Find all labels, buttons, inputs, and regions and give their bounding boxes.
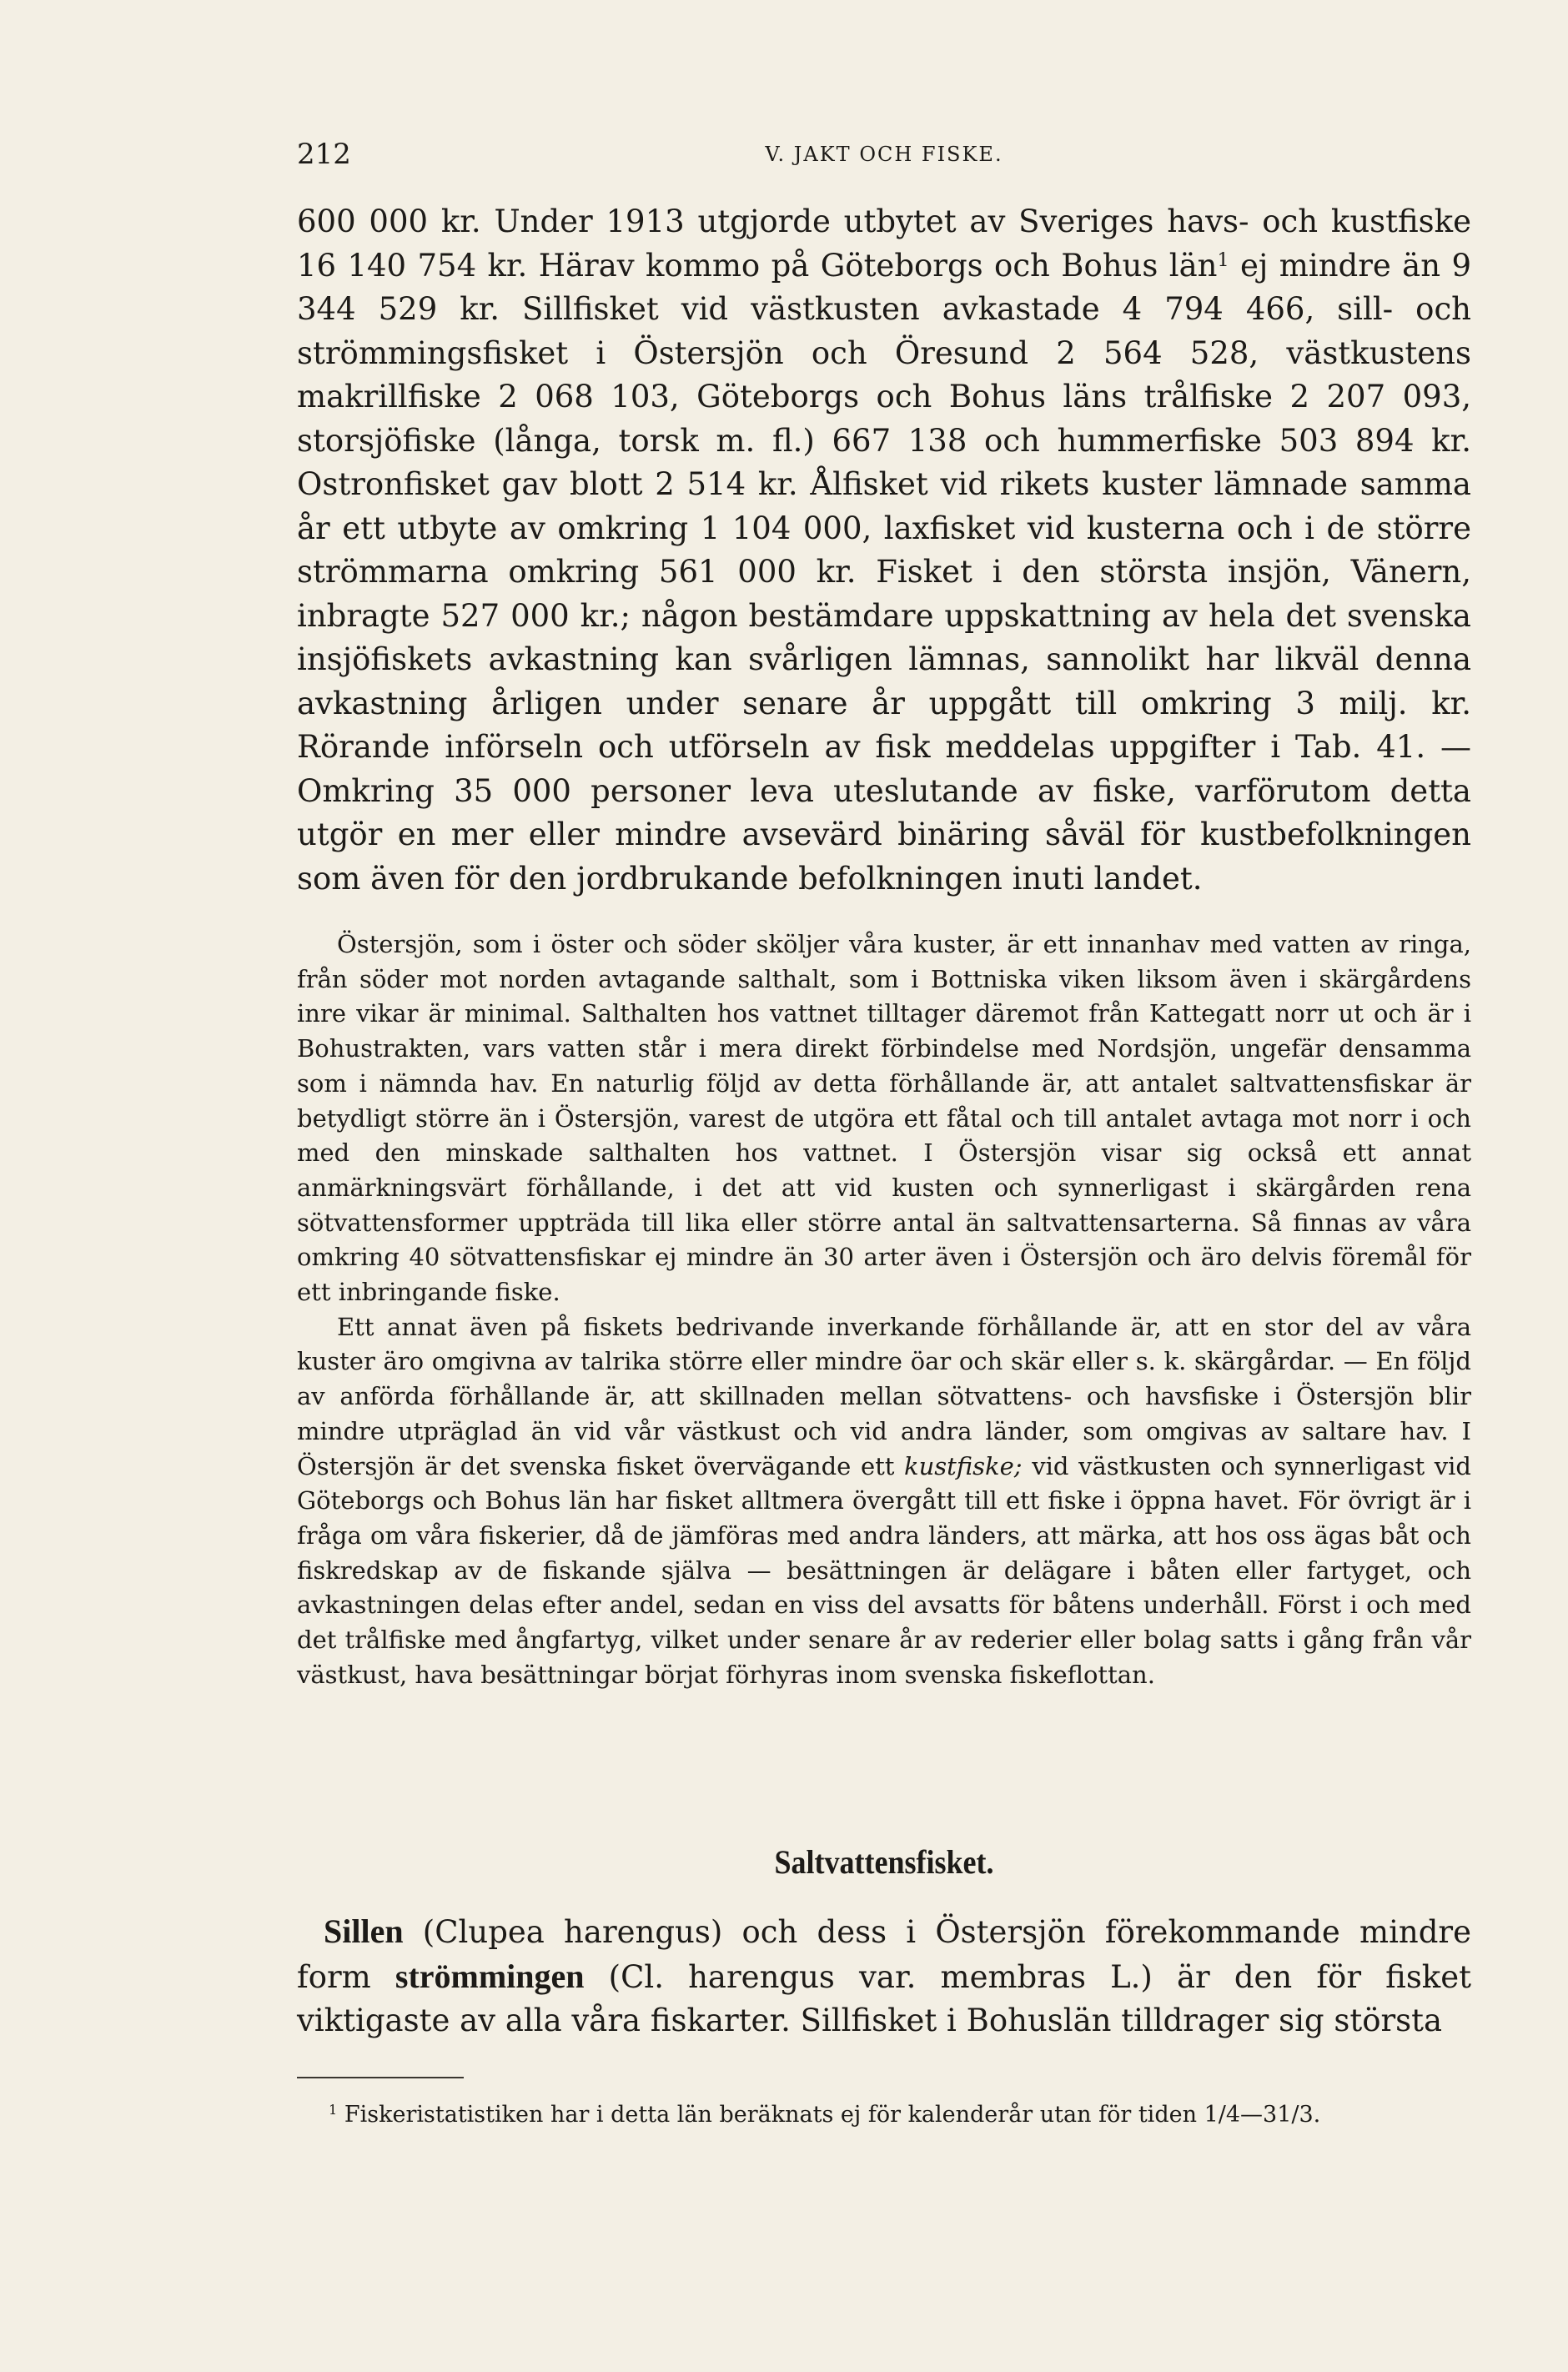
main-paragraph (297, 200, 1471, 901)
italic-term: kustfiske; (904, 1451, 1023, 1480)
lead-term-strommingen: strömmingen (395, 1957, 585, 1995)
small-paragraph-baltic: Östersjön, som i öster och söder sköljer våra kuster, är ett innanhav med vatten av ringa, från söder mot norden avtagande salthalt, som i Bottniska viken liksom även i skärgårdens inre vikar är minimal. Salthalten hos vattnet tilltager däremot från Kattegatt norr ut och är i Bohustrakten, vars vatten står i mera direkt förbindelse med Nordsjön, ungefär densamma som i nämnda hav. En naturlig följd av detta förhållande är, att antalet saltvattensfiskar är betydligt större än i Östersjön, varest de utgöra ett fåtal och till antalet avtaga mot norr i och med den minskade salthalten hos vattnet. I Östersjön visar sig också ett annat anmärkningsvärt förhållande, i det att vid kusten och synnerligast i skärgården rena sötvattensformer uppträda till lika eller större antal än saltvattensarterna. Så finnas av våra omkring 40 sötvattensfiskar ej mindre än 30 arter även i Östersjön och äro delvis föremål för ett inbringande fiske. (297, 930, 1471, 1307)
footnote-marker: 1 (329, 2102, 338, 2118)
page-header (297, 133, 1471, 175)
main-paragraph-part-1: 600 000 kr. Under 1913 utgjorde utbytet av Sveriges havs- och kustfiske 16 140 754 kr. Härav kommo på Göteborgs och Bohus län (297, 204, 1471, 284)
footnote-reference: 1 (1217, 249, 1229, 271)
section-text-1: (Clupea harengus) och dess i Östersjön förekommande mindre form (297, 1914, 1471, 1995)
main-paragraph-part-2: ej mindre än 9 344 529 kr. Sillfisket vid västkusten avkastade 4 794 466, sill- och strömmingsfisket i Östersjön och Öresund 2 564 528, västkustens makrillfiske 2 068 103, Göteborgs och Bohus läns trålfiske 2 207 093, storsjöfiske (långa, torsk m. fl.) 667 138 och hummerfiske 503 894 kr. Ostronfisket gav blott 2 514 kr. Ålfisket vid rikets kuster lämnade samma år ett utbyte av omkring 1 104 000, laxfisket vid kusterna och i de större strömmarna omkring 561 000 kr. Fisket i den största insjön, Vänern, inbragte 527 000 kr.; någon bestämdare uppskattning av hela det svenska insjöfiskets avkastning kan svårligen lämnas, sannolikt har likväl denna avkastning årligen under senare år uppgått till omkring 3 milj. kr. Rörande införseln och utförseln av fisk meddelas uppgifter i Tab. 41. — Omkring 35 000 personer leva uteslutande av fiske, varförutom detta utgör en mer eller mindre avsevärd binäring såväl för kustbefolkningen som även för den jordbrukande befolkningen inuti landet. (297, 247, 1472, 897)
section-heading: Saltvattensfisket. (774, 1843, 994, 1881)
lead-term-sillen: Sillen (324, 1912, 404, 1950)
page-number: 212 (297, 138, 351, 171)
footnote-period-end: 31/3. (1263, 2102, 1321, 2128)
section-text-2: (Cl. harengus var. membras L.) är den för fisket viktigaste av alla våra fiskarter. Sillfisket i Bohuslän tilldrager sig största (297, 1958, 1471, 2038)
running-head: V. JAKT OCH FISKE. (765, 143, 1003, 166)
small-paragraph-archipelago-part-2: vid västkusten och synnerligast vid Göteborgs och Bohus län har fisket alltmera övergått till ett fiske i öppna havet. För övrigt är i fråga om våra fiskerier, då de jämföras med andra länders, att märka, att hos oss ägas båt och fiskredskap av de fiskande själva — besättningen är delägare i båten eller fartyget, och avkastningen delas efter andel, sedan en viss del avsatts för båtens underhåll. Först i och med det trålfiske med ångfartyg, vilket under senare år av rederier eller bolag satts i gång från vår västkust, hava besättningar börjat förhyras inom svenska fiskeflottan. (297, 1451, 1471, 1689)
small-paragraph-archipelago (297, 1310, 1471, 1693)
footnote-dash: — (1240, 2102, 1264, 2128)
small-paragraph-archipelago-part-1: Ett annat även på fiskets bedrivande inverkande förhållande är, att en stor del av våra kuster äro omgivna av talrika större eller mindre öar och skär eller s. k. skärgårdar. — En följd av anförda förhållande är, att skillnaden mellan sötvattens- och havsfiske i Östersjön blir mindre utpräglad än vid vår västkust och vid andra länder, som omgivas av saltare hav. I Östersjön är det svenska fisket övervägande ett (297, 1312, 1471, 1480)
footnote-divider (297, 2077, 464, 2078)
footnote (329, 2098, 1471, 2132)
body-text (297, 200, 1471, 1692)
small-print-section (297, 927, 1471, 1692)
section-paragraph (297, 1910, 1471, 2043)
footnote-period-start: 1/4 (1204, 2102, 1241, 2128)
footnote-text: Fiskeristatistiken har i detta län beräknats ej för kalenderår utan för tiden (344, 2102, 1197, 2128)
